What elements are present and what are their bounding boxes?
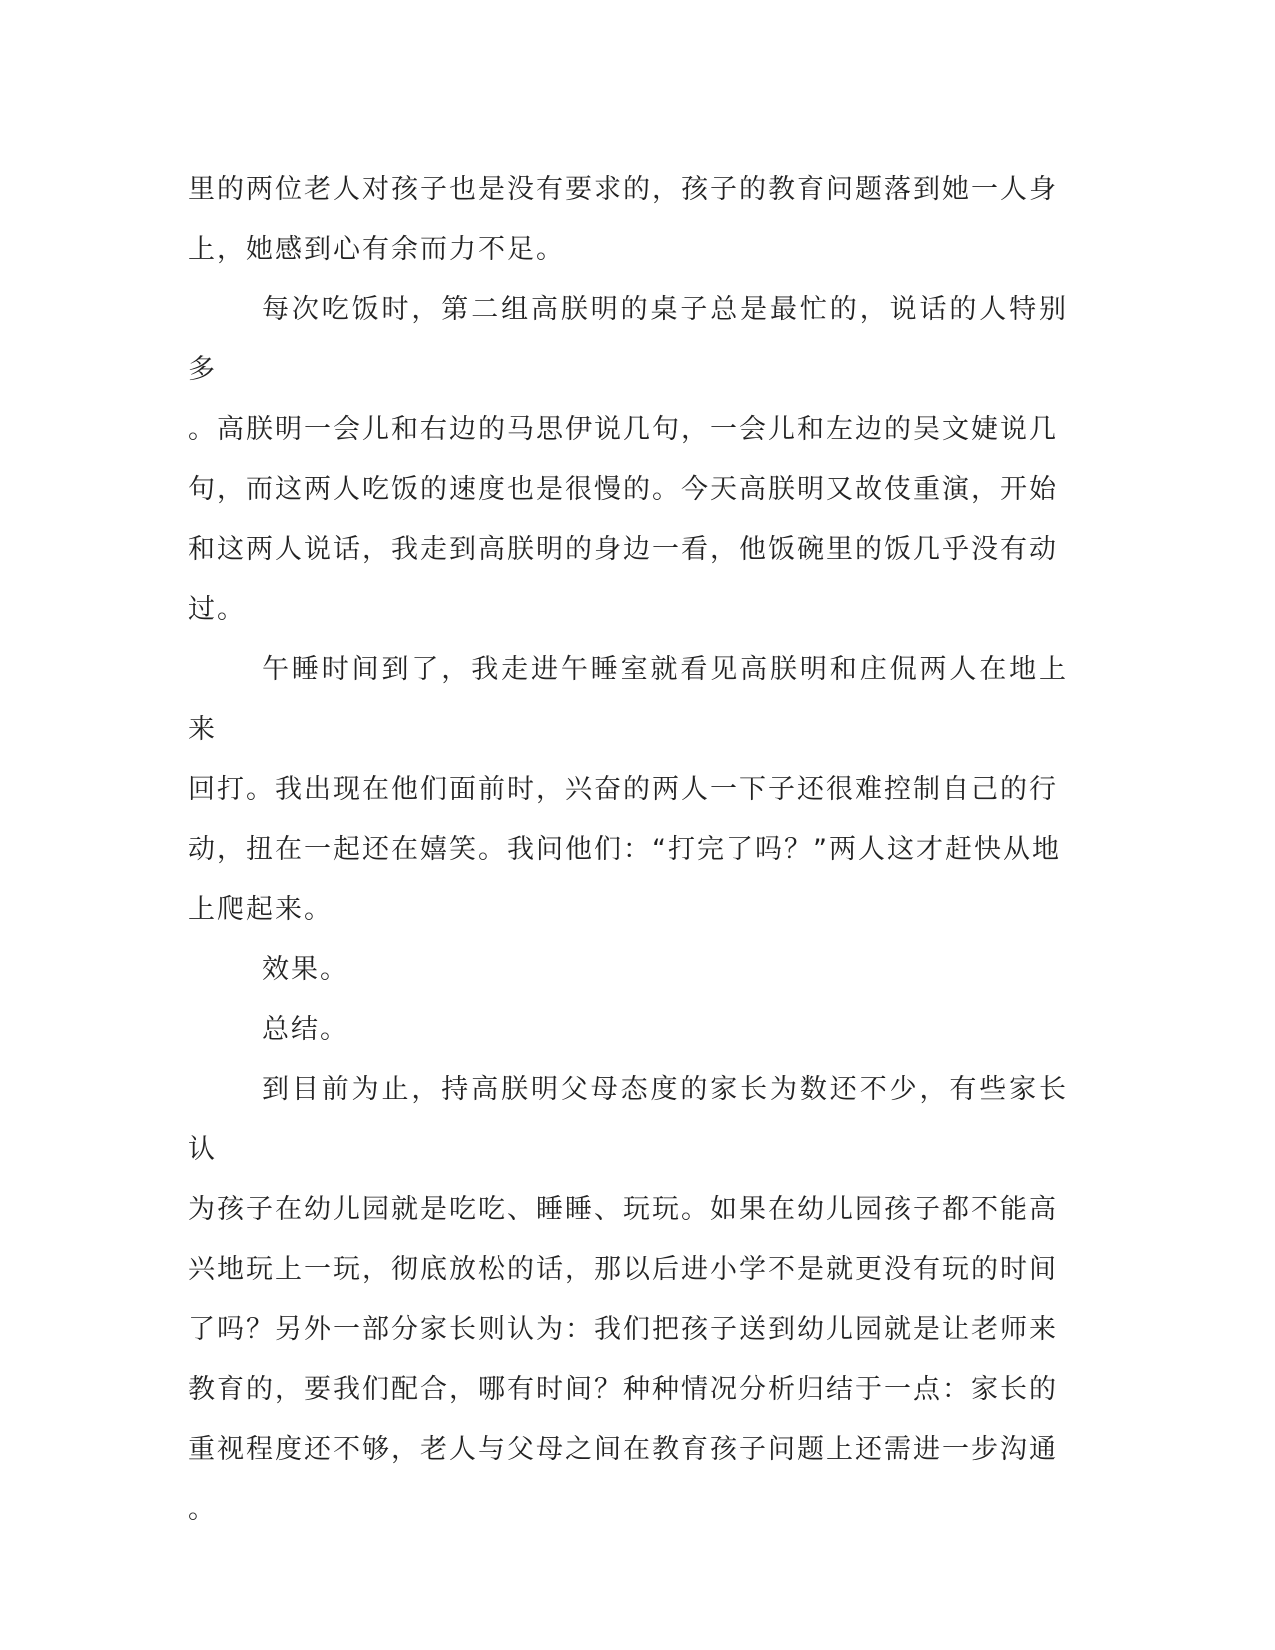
paragraph [188,640,1068,940]
body-text [188,160,1068,1540]
text-line: 。 [188,1494,217,1525]
text-line: 动，扭在一起还在嬉笑。我问他们：“打完了吗？”两人这才赶快从地 [188,834,1061,865]
text-line: 。高朕明一会儿和右边的马思伊说几句，一会儿和左边的吴文婕说几 [188,414,1058,445]
text-line: 和这两人说话，我走到高朕明的身边一看，他饭碗里的饭几乎没有动 [188,534,1058,565]
text-line: 里的两位老人对孩子也是没有要求的，孩子的教育问题落到她一人身 [188,174,1058,205]
text-line: 教育的，要我们配合，哪有时间？种种情况分析归结于一点：家长的 [188,1374,1058,1405]
paragraph [188,940,1068,1000]
paragraph [188,280,1068,640]
text-line: 上爬起来。 [188,894,333,925]
text-line: 回打。我出现在他们面前时，兴奋的两人一下子还很难控制自己的行 [188,774,1058,805]
text-line: 了吗？另外一部分家长则认为：我们把孩子送到幼儿园就是让老师来 [188,1314,1058,1345]
text-line: 每次吃饭时，第二组高朕明的桌子总是最忙的，说话的人特别多 [188,294,1068,385]
text-line: 过。 [188,594,246,625]
text-line: 重视程度还不够，老人与父母之间在教育孩子问题上还需进一步沟通 [188,1434,1058,1465]
text-line: 午睡时间到了，我走进午睡室就看见高朕明和庄侃两人在地上来 [188,654,1068,745]
paragraph [188,1000,1068,1060]
text-line: 效果。 [262,954,349,985]
text-line: 上，她感到心有余而力不足。 [188,234,565,265]
paragraph [188,160,1068,280]
paragraph [188,1060,1068,1540]
text-line: 兴地玩上一玩，彻底放松的话，那以后进小学不是就更没有玩的时间 [188,1254,1058,1285]
text-line: 为孩子在幼儿园就是吃吃、睡睡、玩玩。如果在幼儿园孩子都不能高 [188,1194,1058,1225]
text-line: 到目前为止，持高朕明父母态度的家长为数还不少，有些家长认 [188,1074,1068,1165]
text-line: 总结。 [262,1014,349,1045]
text-line: 句，而这两人吃饭的速度也是很慢的。今天高朕明又故伎重演，开始 [188,474,1058,505]
